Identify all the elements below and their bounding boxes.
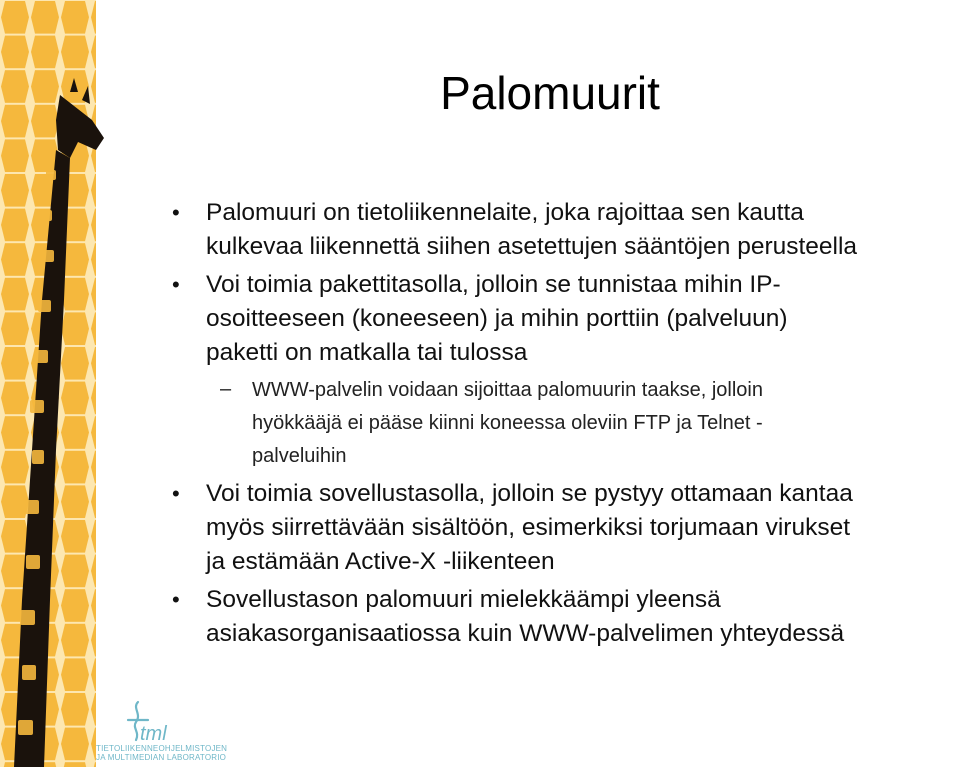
bullet-line: paketti on matkalla tai tulossa bbox=[206, 339, 528, 366]
bullet-marker: • bbox=[172, 200, 180, 225]
bullet-line: Voi toimia sovellustasolla, jolloin se pystyy ottamaan kantaa bbox=[206, 480, 853, 507]
slide-body bbox=[158, 196, 958, 655]
bullet-line: Palomuuri on tietoliikennelaite, joka rajoittaa sen kautta bbox=[206, 199, 804, 226]
bullet-line: myös siirrettävään sisältöön, esimerkiksi torjumaan virukset bbox=[206, 514, 851, 541]
bullet-line: osoitteeseen (koneeseen) ja mihin porttiin (palveluun) bbox=[206, 305, 788, 332]
bullet-line: asiakasorganisaatiossa kuin WWW-palvelimen yhteydessä bbox=[206, 620, 845, 647]
bullet-line: Voi toimia pakettitasolla, jolloin se tunnistaa mihin IP- bbox=[206, 271, 781, 298]
bullet-marker: • bbox=[172, 481, 180, 506]
bullet-item bbox=[158, 477, 958, 579]
bullet-item bbox=[158, 268, 958, 370]
sub-bullet-line: palveluihin bbox=[252, 445, 347, 467]
sub-bullet-item bbox=[158, 374, 958, 473]
logo-text-line: JA MULTIMEDIAN LABORATORIO bbox=[96, 753, 227, 762]
bullet-line: Sovellustason palomuuri mielekkäämpi yleensä bbox=[206, 586, 721, 613]
sub-bullet-line: hyökkääjä ei pääse kiinni koneessa oleviin FTP ja Telnet - bbox=[252, 412, 763, 434]
sub-bullet-marker: – bbox=[220, 378, 232, 400]
slide-title: Palomuurit bbox=[440, 67, 660, 119]
bullet-marker: • bbox=[172, 587, 180, 612]
bullet-marker: • bbox=[172, 272, 180, 297]
logo-mark: tml bbox=[140, 723, 167, 745]
bullet-line: ja estämään Active-X -liikenteen bbox=[206, 548, 555, 575]
sub-bullet-line: WWW-palvelin voidaan sijoittaa palomuurin taakse, jolloin bbox=[252, 379, 763, 401]
logo-text-line: TIETOLIIKENNEOHJELMISTOJEN bbox=[96, 744, 228, 753]
bullet-item bbox=[158, 583, 958, 651]
bullet-line: kulkevaa liikennettä siihen asetettujen sääntöjen perusteella bbox=[206, 233, 858, 260]
bullet-item bbox=[158, 196, 958, 264]
